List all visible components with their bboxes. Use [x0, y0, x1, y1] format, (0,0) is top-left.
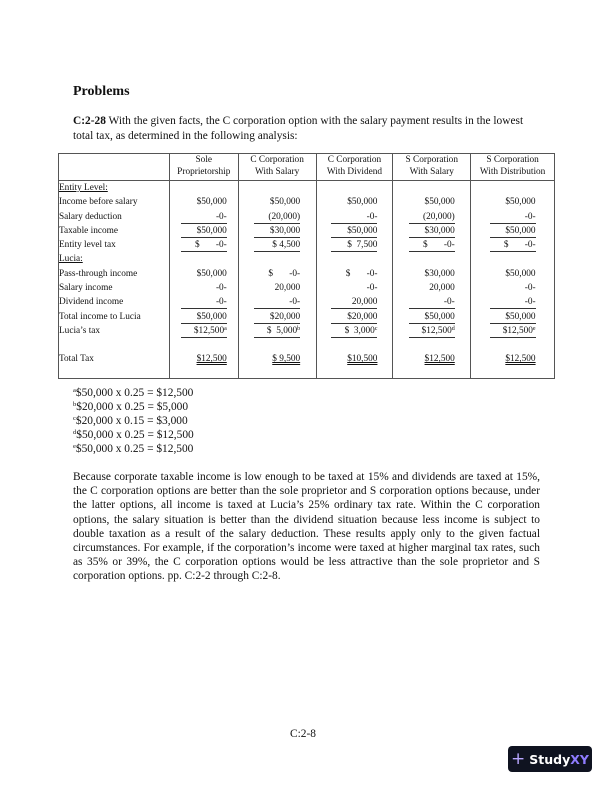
cell-value: -0-	[215, 283, 227, 294]
tax-analysis-table	[58, 153, 555, 379]
row-label: Taxable income	[59, 224, 170, 238]
cell-value: 20,000	[274, 283, 301, 294]
cell-value: -0-	[181, 297, 227, 309]
table-header-row	[59, 154, 555, 181]
table-row	[59, 195, 555, 209]
cell-value: $50,000	[490, 226, 536, 238]
table-row	[59, 310, 555, 324]
table-row	[59, 281, 555, 295]
row-label: Entity level tax	[59, 238, 170, 252]
cell-value: $50,000	[424, 197, 455, 208]
row-label: Salary income	[59, 281, 170, 295]
section-heading: Problems	[73, 84, 130, 99]
cell-value: $50,000	[331, 226, 377, 238]
row-label: Total Tax	[59, 352, 170, 379]
footnote: $^e$\$50,000 x 0.25 = $12,500	[73, 443, 194, 455]
cell-value: 20,000	[429, 283, 455, 294]
cell-value: $12,500	[424, 354, 455, 365]
cell-value: $ 5,000$^b$	[254, 326, 300, 338]
cell-value: -0-	[490, 297, 536, 309]
header-c-corp-salary: C Corporation With Salary	[238, 154, 316, 181]
cell-value: -0-	[490, 212, 536, 224]
cell-value: $12,500$^d$	[409, 326, 455, 338]
cell-value: 20,000	[331, 297, 377, 309]
cell-value: $20,000	[331, 312, 377, 324]
footnote-mark: c	[374, 325, 378, 332]
cell-value: $30,000	[254, 226, 300, 238]
footnote-mark: e	[532, 325, 536, 332]
cell-value: $ -0-	[345, 268, 378, 279]
row-label: Salary deduction	[59, 210, 170, 224]
table-row	[59, 324, 555, 338]
table-row	[59, 295, 555, 309]
studyxy-badge[interactable]	[508, 746, 592, 772]
header-s-corp-distribution: S Corporation With Distribution	[471, 154, 555, 181]
cell-value: -0-	[181, 212, 227, 224]
cell-value: -0-	[409, 297, 455, 309]
cell-value: $ 3,000$^c$	[331, 326, 377, 338]
row-label: Lucia’s tax	[59, 324, 170, 338]
cell-value: $50,000	[181, 312, 227, 324]
cell-value: $ 4,500	[254, 240, 300, 252]
cell-value: $50,000	[409, 312, 455, 324]
table-row	[59, 267, 555, 281]
cell-value: $ -0-	[268, 268, 301, 279]
page-number: C:2-8	[290, 728, 316, 740]
cell-value: $ -0-	[409, 240, 455, 252]
cell-value: $12,500$^a$	[181, 326, 227, 338]
cell-value: -0-	[254, 297, 300, 309]
problem-number: C:2-28	[73, 115, 106, 127]
entity-level-label: Entity Level:	[59, 181, 170, 196]
problem-intro	[73, 114, 543, 143]
table-row	[59, 210, 555, 224]
footnote-mark: a	[224, 325, 227, 332]
cell-value: $50,000	[196, 197, 227, 208]
lucia-label: Lucia:	[59, 252, 170, 266]
brand-name: StudyXY	[529, 751, 589, 767]
footnotes	[73, 386, 194, 456]
spacer-row	[59, 338, 555, 352]
cell-value: $ -0-	[490, 240, 536, 252]
cell-value: $ 7,500	[331, 240, 377, 252]
cell-value: $20,000	[254, 312, 300, 324]
footnote: $^b$\$20,000 x 0.25 = $5,000	[73, 401, 189, 413]
cell-value: $30,000	[409, 226, 455, 238]
problem-intro-text: With the given facts, the C corporation option with the salary payment results in the lowest total tax, as determined in the following analysis:	[73, 115, 524, 142]
cell-value: $ -0-	[181, 240, 227, 252]
cell-value: $12,500	[505, 354, 536, 365]
footnote: $^c$\$20,000 x 0.15 = $3,000	[73, 415, 188, 427]
table-row	[59, 224, 555, 238]
header-s-corp-salary: S Corporation With Salary	[393, 154, 471, 181]
header-c-corp-dividend: C Corporation With Dividend	[316, 154, 393, 181]
table-row	[59, 238, 555, 252]
total-tax-row	[59, 352, 555, 379]
cell-value: -0-	[366, 283, 378, 294]
cell-value: $50,000	[196, 268, 227, 279]
plus-icon: +	[511, 748, 526, 769]
cell-value: $50,000	[505, 268, 536, 279]
cell-value: (20,000)	[254, 212, 300, 224]
cell-value: $10,500	[347, 354, 378, 365]
cell-value: $50,000	[347, 197, 378, 208]
row-label: Dividend income	[59, 295, 170, 309]
footnote: $^d$\$50,000 x 0.25 = $12,500	[73, 429, 194, 441]
cell-value: $50,000	[490, 312, 536, 324]
cell-value: $50,000	[505, 197, 536, 208]
cell-value: -0-	[524, 283, 536, 294]
header-sole-proprietorship: Sole Proprietorship	[169, 154, 238, 181]
explanation-paragraph: Because corporate taxable income is low enough to be taxed at 15% and dividends are taxed at 15%, the C corporation options are better than the sole proprietor and S corporation options because, under the latter options, all income is taxed at Lucia’s 25% ordinary tax rate. Within the C corporation options, the salary situation is better than the dividend situation because less income is subject to double taxation as a result of the salary deduction. These results apply only to the given factual circumstances. For example, if the corporation’s income were taxed at higher marginal tax rates, such as 35% or 39%, the C corporation options would be less attractive than the sole proprietor and S corporation options. pp. C:2-2 through C:2-8.	[73, 471, 540, 583]
cell-value: $12,500e	[490, 326, 536, 338]
footnote-mark: b	[297, 325, 301, 332]
row-label: Total income to Lucia	[59, 310, 170, 324]
section-row-entity	[59, 181, 555, 196]
header-label-cell	[59, 154, 170, 181]
cell-value: $12,500	[196, 354, 227, 365]
cell-value: $ 9,500	[272, 354, 301, 365]
cell-value: $50,000	[269, 197, 301, 208]
cell-value: (20,000)	[409, 212, 455, 224]
cell-value: -0-	[331, 212, 377, 224]
section-row-lucia	[59, 252, 555, 266]
footnote: $^a$\$50,000 x 0.25 = $12,500	[73, 387, 194, 399]
footnote-mark: d	[451, 325, 455, 332]
row-label: Pass-through income	[59, 267, 170, 281]
cell-value: $50,000	[181, 226, 227, 238]
cell-value: $30,000	[424, 268, 455, 279]
row-label: Income before salary	[59, 195, 170, 209]
